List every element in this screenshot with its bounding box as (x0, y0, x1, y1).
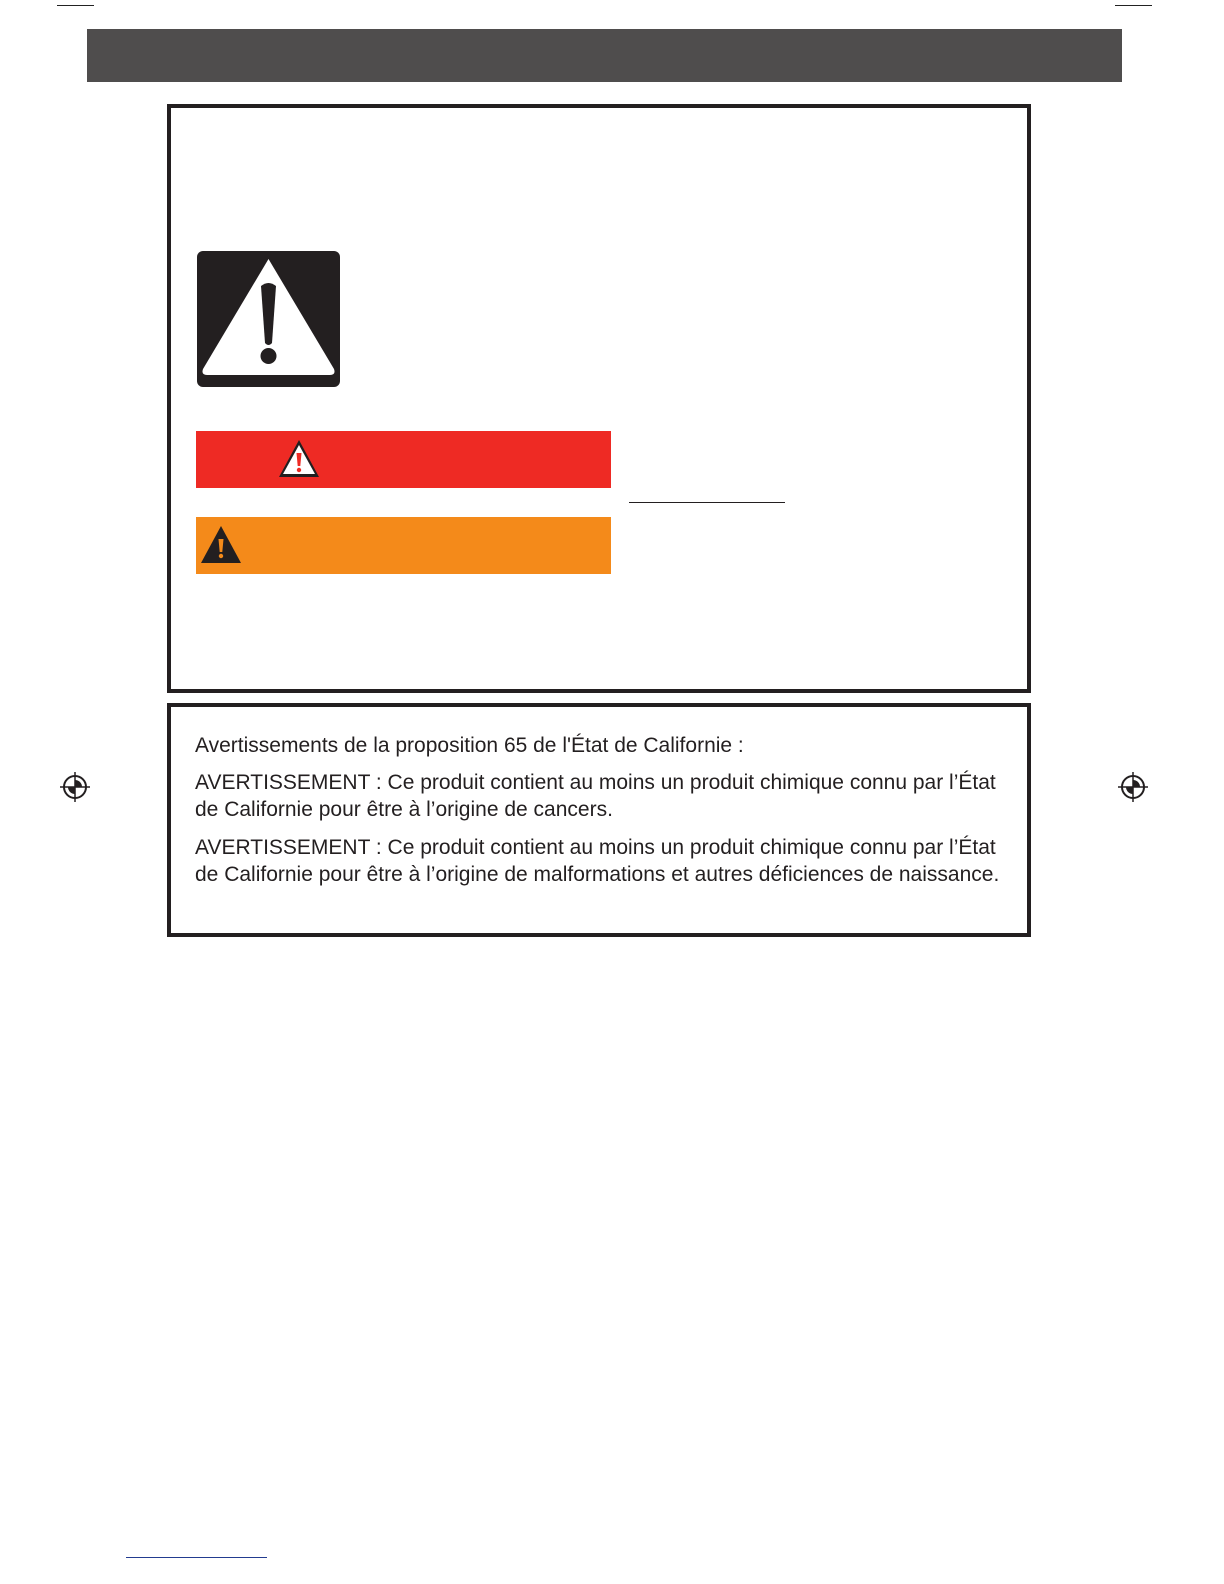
danger-signal-bar (196, 431, 611, 488)
safety-alert-symbol-icon (197, 251, 340, 387)
prop65-text (195, 732, 1021, 888)
warning-signal-bar (196, 517, 611, 574)
prop65-warning-box (167, 703, 1031, 937)
warning-triangle-icon (200, 525, 242, 565)
section-header-bar (87, 29, 1122, 82)
product-safety-box (167, 104, 1031, 693)
registration-mark-icon (1117, 771, 1149, 803)
underline-rule (629, 502, 785, 503)
prop65-title: Avertissements de la proposition 65 de l'État de Californie : (195, 734, 744, 757)
prop65-warning-birth-defects: AVERTISSEMENT : Ce produit contient au moins un produit chimique connu par l’État de Californie pour être à l’origine de malformations et autres déficiences de naissance. (195, 836, 1000, 886)
prop65-warning-cancer: AVERTISSEMENT : Ce produit contient au moins un produit chimique connu par l’État de Californie pour être à l’origine de cancers. (195, 771, 996, 821)
warning-triangle-icon (278, 439, 320, 479)
crop-mark-left (57, 5, 94, 6)
footer-rule (126, 1557, 267, 1558)
registration-mark-icon (59, 771, 91, 803)
crop-mark-right (1115, 5, 1152, 6)
